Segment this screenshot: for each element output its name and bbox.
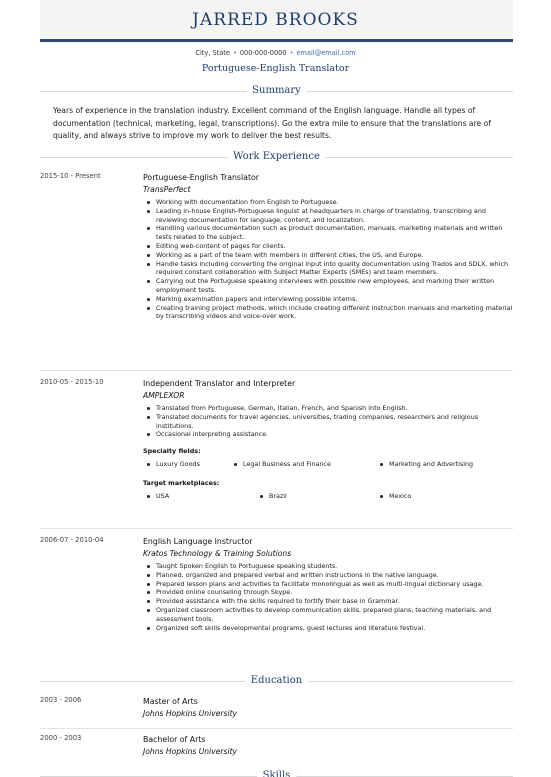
job-company: AMPLEXOR xyxy=(143,391,185,400)
degree: Master of Arts xyxy=(143,697,198,706)
bullet-item: Working with documentation from English to Portuguese. xyxy=(143,198,513,207)
job-title: English Language Instructor xyxy=(143,537,253,546)
job-body xyxy=(143,378,513,503)
school: Johns Hopkins University xyxy=(143,747,238,756)
job-role: Portuguese-English Translator xyxy=(201,63,350,74)
bullet-item: Prepared lesson plans and activities to facilitate monolingual as well as multi-lingual dictionary usage. xyxy=(143,580,513,589)
bullet-item: Marking examination papers and interviewing possible interns. xyxy=(143,295,513,304)
email-link[interactable]: email@email.com xyxy=(296,49,356,57)
bullet-item: Carrying out the Portuguese speaking interviews with possible new employees, and marking their written employment tests. xyxy=(143,277,513,295)
entry-divider xyxy=(40,370,513,371)
section-title: Education xyxy=(245,675,308,687)
specialty-field: Marketing and Advertising xyxy=(376,460,506,469)
contact-line xyxy=(0,49,551,57)
entry-divider xyxy=(40,728,513,729)
job-dates: 2015-10 - Present xyxy=(40,172,101,180)
job-title: Independent Translator and Interpreter xyxy=(143,379,296,388)
section-title: Summary xyxy=(246,85,307,97)
phone: 000-000-0000 xyxy=(239,49,287,57)
entry-divider xyxy=(40,528,513,529)
target-markets-list xyxy=(143,492,513,501)
skills-heading xyxy=(40,770,513,777)
education-dates: 2000 - 2003 xyxy=(40,734,82,742)
bullet-item: Editing web-content of pages for clients. xyxy=(143,242,513,251)
target-market: USA xyxy=(143,492,256,501)
job-body xyxy=(143,536,513,632)
separator-dot: • xyxy=(289,49,294,57)
bullet-item: Provided assistance with the skills required to fortify their base in Grammar. xyxy=(143,597,513,606)
bullet-item: Planned, organized and prepared verbal and written instructions in the native language. xyxy=(143,571,513,580)
bullet-item: Translated documents for travel agencies, universities, trading companies, researchers and religious institutions. xyxy=(143,413,513,431)
bullet-item: Handling various documentation such as product documentation, manuals, marketing materials and written tests related to the subject. xyxy=(143,224,513,242)
experience-heading xyxy=(40,151,513,163)
school: Johns Hopkins University xyxy=(143,709,238,718)
bullet-item: Creating training project methods, which include creating different instruction manuals and marketing material by transcribing videos and voice-over work. xyxy=(143,304,513,322)
bullet-item: Occasional interpreting assistance. xyxy=(143,430,513,439)
job-company: TransPerfect xyxy=(143,185,191,194)
bullet-item: Organized soft skills developmental programs, guest lectures and literature festival. xyxy=(143,624,513,633)
section-title: Work Experience xyxy=(227,151,326,163)
job-bullets xyxy=(143,198,513,321)
candidate-name: JARRED BROOKS xyxy=(192,10,359,30)
job-body xyxy=(143,172,513,321)
summary-text: Years of experience in the translation industry. Excellent command of the English language. Handle all types of documentation (technical, marketing, legal, transcriptions). Go the extra mile to ensure that the translations are of quality, and always strive to improve my work to deliver the best results. xyxy=(53,106,491,140)
bullet-item: Leading in-house English-Portuguese linguist at headquarters in charge of translating, transcribing and reviewing documentation for language, content, and localization. xyxy=(143,207,513,225)
bullet-item: Handle tasks including converting the original input into quality documentation using Trados and SDLX, which required constant collaboration with Subject Matter Experts (SMEs) and team members. xyxy=(143,260,513,278)
bullet-item: Provided online counseling through Skype. xyxy=(143,588,513,597)
job-company: Kratos Technology & Training Solutions xyxy=(143,549,292,558)
education-body xyxy=(143,696,513,722)
degree: Bachelor of Arts xyxy=(143,735,206,744)
separator-dot: • xyxy=(232,49,237,57)
bullet-item: Translated from Portuguese, German, Italian, French, and Spanish into English. xyxy=(143,404,513,413)
specialty-fields-label: Specialty fields: xyxy=(143,447,201,456)
city: City, State xyxy=(195,49,230,57)
section-title: Skills xyxy=(257,770,297,777)
job-bullets xyxy=(143,404,513,439)
education-dates: 2003 - 2006 xyxy=(40,696,82,704)
specialty-field: Legal Business and Finance xyxy=(230,460,376,469)
specialty-field: Luxury Goods xyxy=(143,460,230,469)
bullet-item: Organized classroom activities to develop communication skills, prepared plans, teaching materials, and assessment tools. xyxy=(143,606,513,624)
education-body xyxy=(143,734,513,760)
summary-heading xyxy=(40,85,513,97)
job-bullets xyxy=(143,562,513,632)
bullet-item: Working as a part of the team with members in different cities, the US, and Europe. xyxy=(143,251,513,260)
target-market: Mexico xyxy=(376,492,506,501)
specialty-fields-list xyxy=(143,460,513,469)
target-markets-label: Target marketplaces: xyxy=(143,479,220,488)
education-heading xyxy=(40,675,513,687)
target-market: Brazil xyxy=(256,492,376,501)
bullet-item: Taught Spoken English to Portuguese speaking students. xyxy=(143,562,513,571)
job-dates: 2010-05 - 2015-10 xyxy=(40,378,104,386)
job-dates: 2006-07 - 2010-04 xyxy=(40,536,104,544)
job-title: Portuguese-English Translator xyxy=(143,173,259,182)
